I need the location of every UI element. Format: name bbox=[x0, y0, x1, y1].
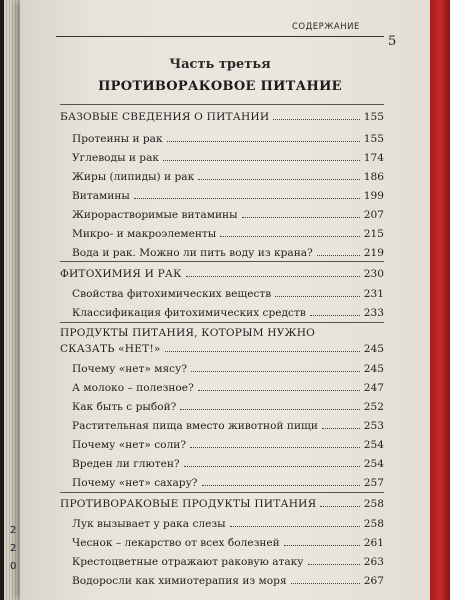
toc-page-number: 155 bbox=[363, 133, 384, 145]
toc-entry[interactable] bbox=[72, 307, 384, 323]
toc-page-number: 263 bbox=[363, 556, 384, 568]
toc-entry-label: Почему «нет» сахару? bbox=[72, 477, 198, 489]
toc-entry-label: А молоко – полезное? bbox=[72, 382, 194, 394]
toc-entry-label: Витамины bbox=[72, 190, 130, 202]
header-rule bbox=[56, 36, 384, 37]
toc-entry[interactable] bbox=[72, 171, 384, 187]
toc-entry[interactable] bbox=[72, 575, 384, 591]
edge-number: 0 bbox=[10, 561, 17, 572]
section-divider bbox=[60, 322, 384, 323]
toc-heading-label: СКАЗАТЬ «НЕТ!» bbox=[60, 343, 161, 355]
toc-page-number: 245 bbox=[363, 343, 384, 355]
toc-entry[interactable] bbox=[72, 401, 384, 417]
toc-page-number: 245 bbox=[363, 363, 384, 375]
toc-heading-label: БАЗОВЫЕ СВЕДЕНИЯ О ПИТАНИИ bbox=[60, 111, 270, 123]
toc-heading-label: ФИТОХИМИЯ И РАК bbox=[60, 268, 182, 280]
toc-entry[interactable] bbox=[72, 458, 384, 474]
part-title: Часть третья bbox=[169, 57, 271, 72]
toc-entry[interactable] bbox=[72, 133, 384, 149]
toc-entry-label: Классификация фитохимических средств bbox=[72, 307, 306, 319]
toc-entry-label: Водоросли как химиотерапия из моря bbox=[72, 575, 287, 587]
toc-page-number: 186 bbox=[363, 171, 384, 183]
toc-entry-label: Вода и рак. Можно ли пить воду из крана? bbox=[72, 247, 313, 259]
toc-entry[interactable] bbox=[72, 420, 384, 436]
page-number: 5 bbox=[388, 34, 397, 49]
toc-entry-label: Крестоцветные отражают раковую атаку bbox=[72, 556, 304, 568]
toc-entry-label: Микро- и макроэлементы bbox=[72, 228, 217, 240]
toc-page-number: 252 bbox=[363, 401, 384, 413]
toc-page-number: 230 bbox=[363, 268, 384, 280]
toc-entry[interactable] bbox=[72, 556, 384, 572]
toc-entry-label: Почему «нет» соли? bbox=[72, 439, 187, 451]
running-head: СОДЕРЖАНИЕ bbox=[292, 22, 360, 32]
toc-page-number: 199 bbox=[363, 190, 384, 202]
toc-heading-foods-to-avoid[interactable] bbox=[60, 343, 384, 359]
toc-entry[interactable] bbox=[72, 363, 384, 379]
toc-page-number: 253 bbox=[363, 420, 384, 432]
toc-page-number: 233 bbox=[363, 307, 384, 319]
toc-heading-foods-to-avoid-line1[interactable] bbox=[60, 327, 384, 343]
toc-page-number: 215 bbox=[363, 228, 384, 240]
toc-entry[interactable] bbox=[72, 518, 384, 534]
section-divider bbox=[60, 261, 384, 262]
toc-entry-label: Растительная пища вместо животной пищи bbox=[72, 420, 318, 432]
toc-entry-label: Почему «нет» мясу? bbox=[72, 363, 188, 375]
toc-entry-label: Жирорастворимые витамины bbox=[72, 209, 238, 221]
toc-entry[interactable] bbox=[72, 190, 384, 206]
toc-entry[interactable] bbox=[72, 288, 384, 304]
toc-entry-label: Жиры (липиды) и рак bbox=[72, 171, 195, 183]
edge-number: 2 bbox=[10, 543, 17, 554]
toc-page-number: 247 bbox=[363, 382, 384, 394]
toc-page-number: 231 bbox=[363, 288, 384, 300]
toc-page-number: 174 bbox=[363, 152, 384, 164]
toc-page-number: 267 bbox=[363, 575, 384, 587]
toc-page-number: 254 bbox=[363, 439, 384, 451]
toc-entry-label: Чеснок – лекарство от всех болезней bbox=[72, 537, 280, 549]
toc-page-number: 258 bbox=[363, 498, 384, 510]
toc-heading-phytochemistry[interactable] bbox=[60, 268, 384, 284]
toc-page-number: 219 bbox=[363, 247, 384, 259]
toc-page-number: 257 bbox=[363, 477, 384, 489]
toc-page-number: 155 bbox=[363, 111, 384, 123]
toc-entry-label: Свойства фитохимических веществ bbox=[72, 288, 272, 300]
toc-page-number: 254 bbox=[363, 458, 384, 470]
toc-entry-label: Углеводы и рак bbox=[72, 152, 160, 164]
toc-entry-label: Лук вызывает у рака слезы bbox=[72, 518, 226, 530]
section-divider bbox=[60, 492, 384, 493]
toc-page-number: 258 bbox=[363, 518, 384, 530]
toc-entry[interactable] bbox=[72, 537, 384, 553]
toc-entry[interactable] bbox=[72, 209, 384, 225]
toc-heading-basics[interactable] bbox=[60, 111, 384, 127]
toc-page-number: 207 bbox=[363, 209, 384, 221]
toc-heading-label: ПРОТИВОРАКОВЫЕ ПРОДУКТЫ ПИТАНИЯ bbox=[60, 498, 317, 510]
toc-entry[interactable] bbox=[72, 152, 384, 168]
edge-number: 2 bbox=[10, 525, 17, 536]
toc-entry-label: Вреден ли глютен? bbox=[72, 458, 180, 470]
book-page bbox=[20, 0, 430, 600]
toc-page-number: 261 bbox=[363, 537, 384, 549]
toc-heading-anticancer-foods[interactable] bbox=[60, 498, 384, 514]
toc-entry-label: Протеины и рак bbox=[72, 133, 163, 145]
toc-entry[interactable] bbox=[72, 477, 384, 493]
toc-entry-label: Как быть с рыбой? bbox=[72, 401, 177, 413]
toc-entry[interactable] bbox=[72, 228, 384, 244]
section-title: ПРОТИВОРАКОВОЕ ПИТАНИЕ bbox=[98, 79, 342, 94]
toc-heading-label: ПРОДУКТЫ ПИТАНИЯ, КОТОРЫМ НУЖНО bbox=[60, 327, 316, 339]
toc-entry[interactable] bbox=[72, 439, 384, 455]
toc-entry[interactable] bbox=[72, 382, 384, 398]
section-divider bbox=[60, 104, 384, 105]
